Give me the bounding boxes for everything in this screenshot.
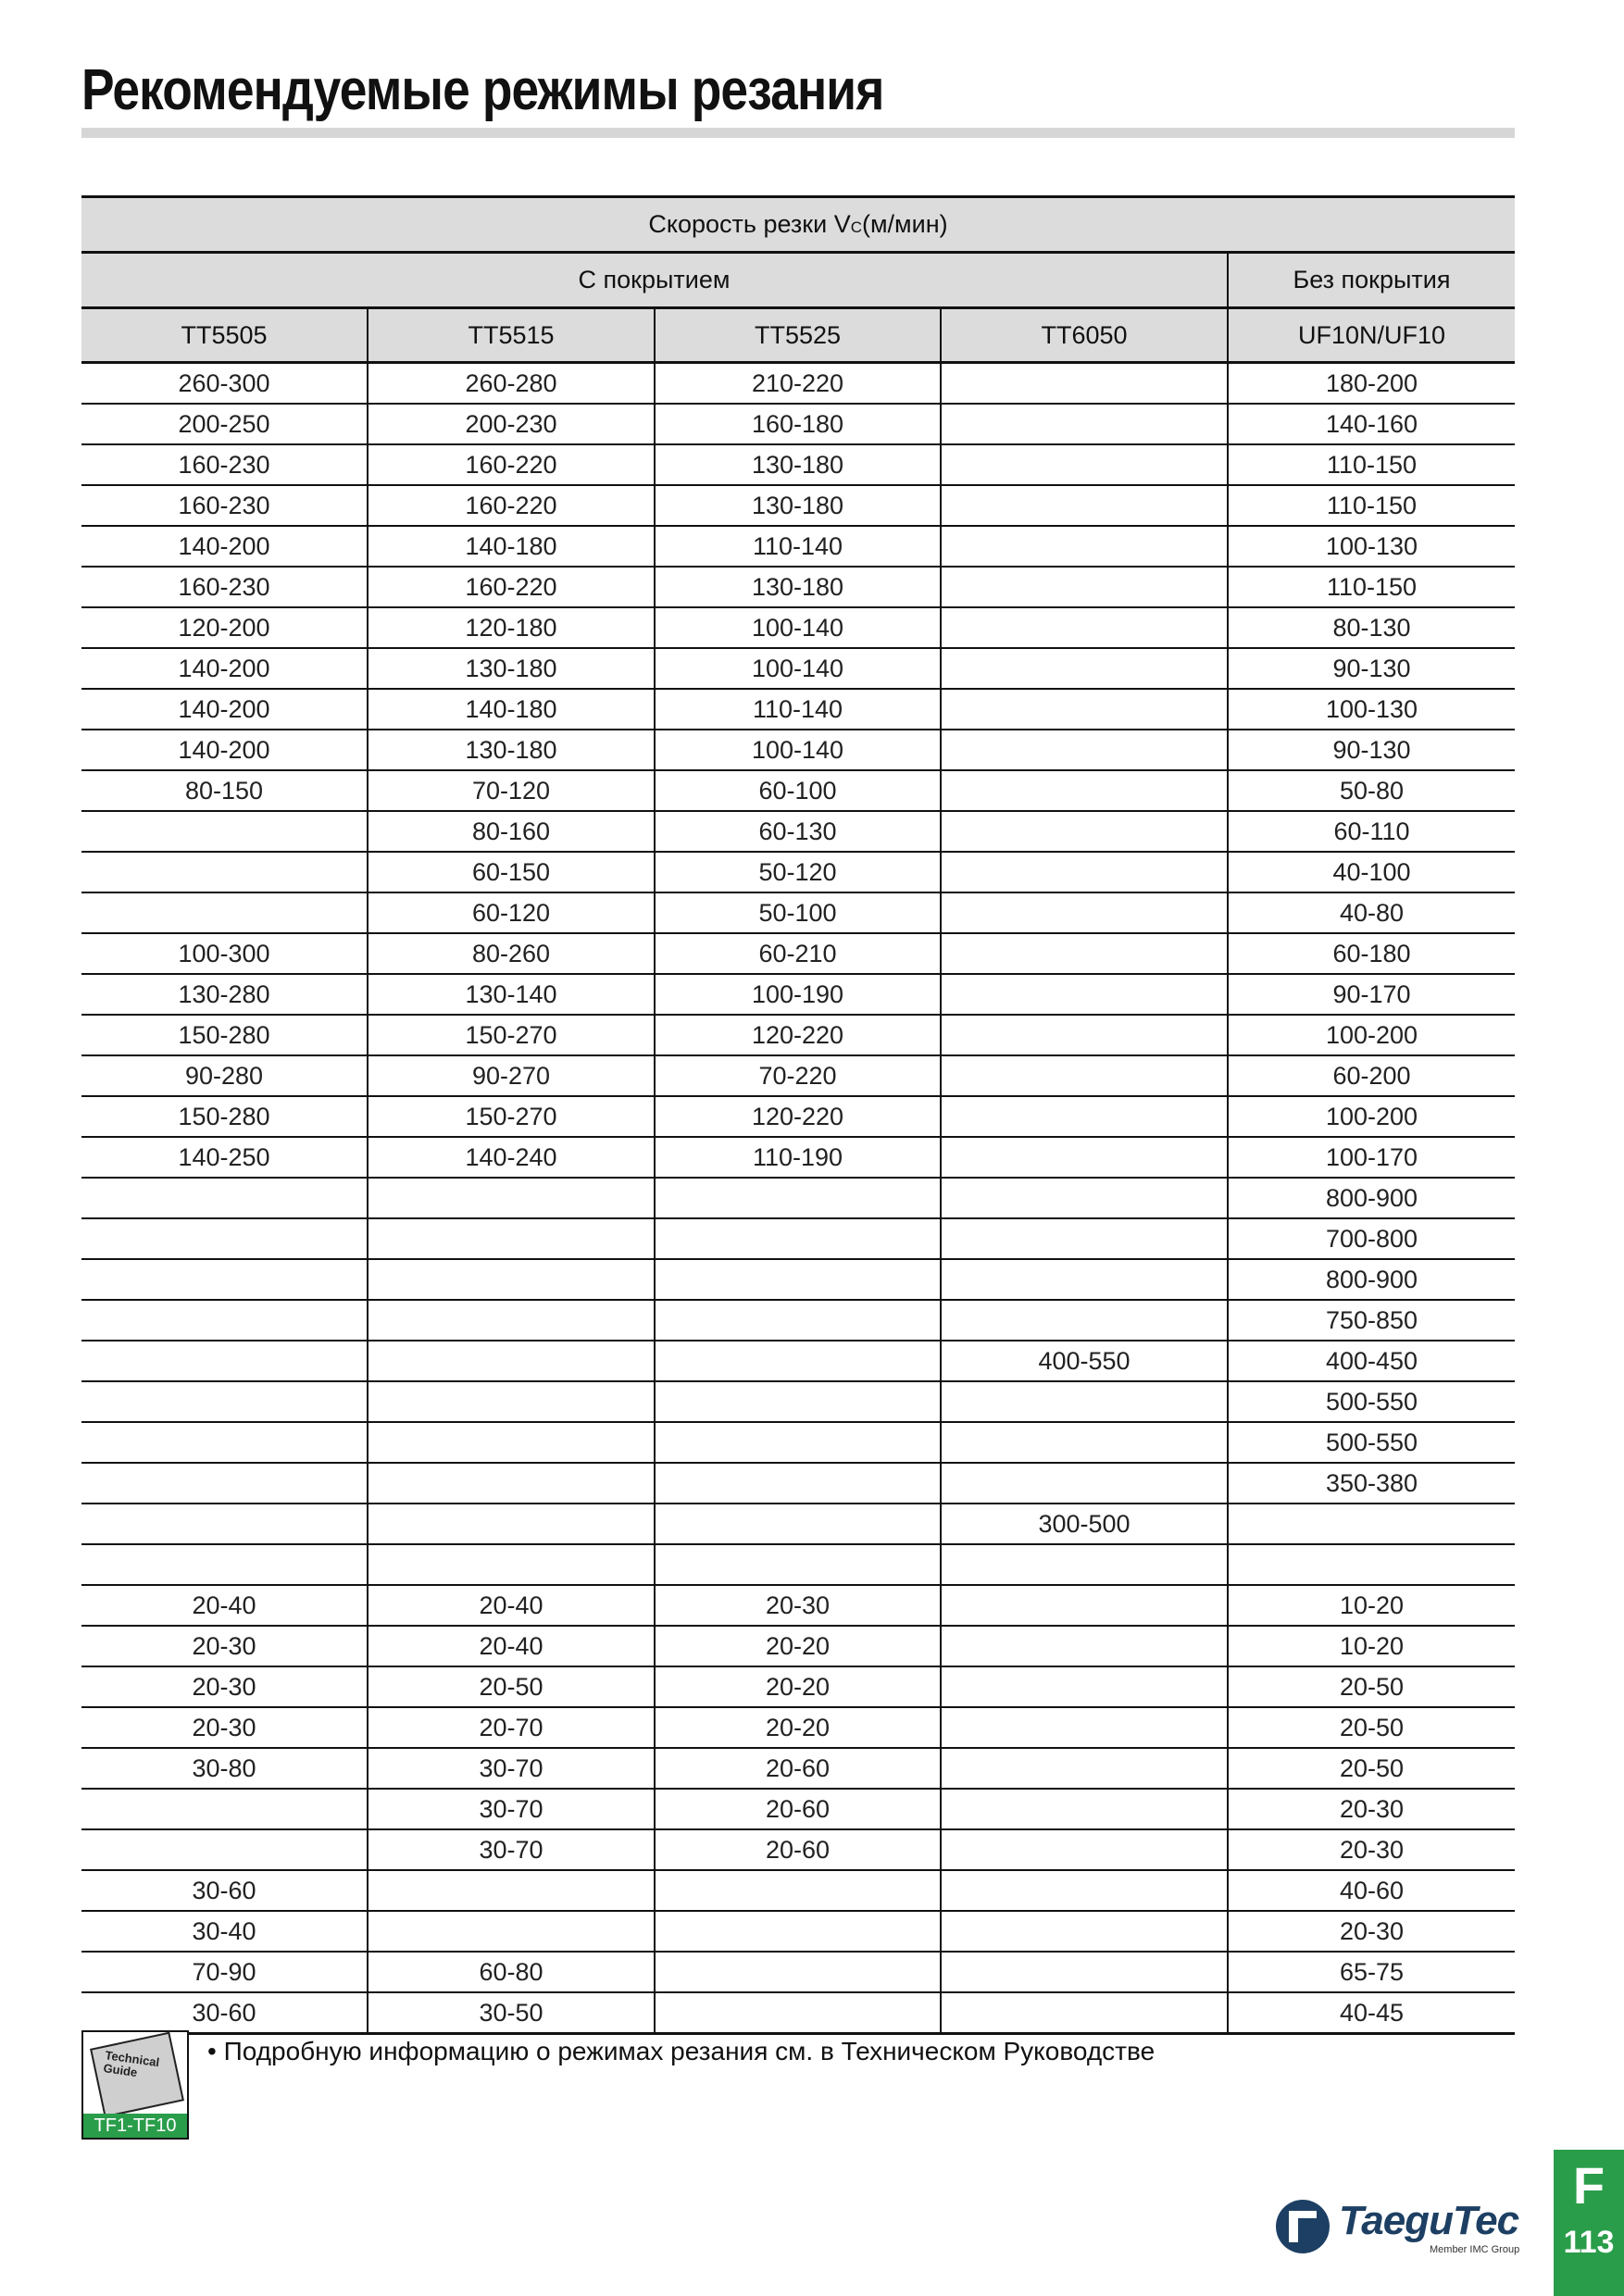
table-cell: 20-40 <box>368 1626 655 1666</box>
table-cell: 20-30 <box>1228 1789 1515 1829</box>
table-cell: 140-200 <box>81 648 368 689</box>
table-cell: 30-60 <box>81 1870 368 1911</box>
table-cell: 120-200 <box>81 607 368 648</box>
table-cell <box>368 1463 655 1504</box>
table-cell: 20-30 <box>655 1585 941 1626</box>
table-cell: 80-150 <box>81 770 368 811</box>
table-cell <box>941 933 1228 974</box>
table-cell: 60-180 <box>1228 933 1515 974</box>
table-cell: 30-70 <box>368 1748 655 1789</box>
table-cell <box>81 1544 368 1585</box>
table-row <box>81 1178 1515 1218</box>
logo-name: TaeguTec <box>1339 2198 1519 2243</box>
table-cell: 90-280 <box>81 1055 368 1096</box>
table-cell: 140-180 <box>368 689 655 730</box>
table-cell <box>941 363 1228 405</box>
table-cell: 110-150 <box>1228 444 1515 485</box>
header-main-unit: (м/мин) <box>862 210 948 238</box>
table-cell <box>655 1178 941 1218</box>
table-cell: 50-120 <box>655 852 941 892</box>
table-cell <box>655 1952 941 1992</box>
table-cell <box>941 1748 1228 1789</box>
table-row <box>81 1585 1515 1626</box>
table-cell <box>941 892 1228 933</box>
column-header: TT5515 <box>368 308 655 363</box>
book-cover-text: Technical Guide <box>102 2048 161 2080</box>
table-cell <box>941 1015 1228 1055</box>
table-row <box>81 404 1515 444</box>
table-cell: 110-190 <box>655 1137 941 1178</box>
header-group-uncoated: Без покрытия <box>1228 253 1515 308</box>
table-cell <box>941 811 1228 852</box>
table-cell: 100-190 <box>655 974 941 1015</box>
table-cell <box>941 852 1228 892</box>
table-row <box>81 892 1515 933</box>
table-cell: 100-130 <box>1228 689 1515 730</box>
table-cell <box>1228 1544 1515 1585</box>
table-cell: 150-280 <box>81 1015 368 1055</box>
table-cell <box>941 1096 1228 1137</box>
table-cell <box>81 1789 368 1829</box>
table-row <box>81 1504 1515 1544</box>
table-cell <box>81 1422 368 1463</box>
table-cell: 150-280 <box>81 1096 368 1137</box>
table-cell: 130-280 <box>81 974 368 1015</box>
table-cell: 60-130 <box>655 811 941 852</box>
table-cell: 140-200 <box>81 689 368 730</box>
table-cell: 60-150 <box>368 852 655 892</box>
table-cell <box>941 1544 1228 1585</box>
title-underline <box>81 128 1515 138</box>
table-cell: 120-180 <box>368 607 655 648</box>
book-icon <box>90 2032 184 2118</box>
table-cell: 30-70 <box>368 1829 655 1870</box>
table-cell <box>941 1381 1228 1422</box>
table-cell <box>941 1911 1228 1952</box>
page-tab <box>1554 2150 1624 2296</box>
table-cell: 130-180 <box>655 485 941 526</box>
guide-reference-tag: TF1-TF10 <box>83 2114 187 2138</box>
table-cell: 30-80 <box>81 1748 368 1789</box>
table-cell <box>655 1911 941 1952</box>
logo-mark-icon <box>1276 2200 1330 2253</box>
table-cell: 60-110 <box>1228 811 1515 852</box>
table-cell: 65-75 <box>1228 1952 1515 1992</box>
table-row <box>81 852 1515 892</box>
table-row <box>81 485 1515 526</box>
table-row <box>81 567 1515 607</box>
table-cell: 20-60 <box>655 1829 941 1870</box>
table-cell: 130-180 <box>655 567 941 607</box>
technical-guide-icon <box>81 2030 189 2140</box>
table-cell <box>941 1870 1228 1911</box>
table-cell: 750-850 <box>1228 1300 1515 1341</box>
table-cell: 20-30 <box>1228 1829 1515 1870</box>
table-cell <box>81 1504 368 1544</box>
table-cell: 160-220 <box>368 444 655 485</box>
table-cell <box>941 770 1228 811</box>
table-row <box>81 1300 1515 1341</box>
table-cell: 160-230 <box>81 567 368 607</box>
taegutec-logo <box>1276 2196 1518 2261</box>
table-cell: 110-150 <box>1228 567 1515 607</box>
section-letter: F <box>1572 2156 1605 2215</box>
table-cell: 30-60 <box>81 1992 368 2034</box>
table-cell: 20-50 <box>1228 1666 1515 1707</box>
table-cell: 60-210 <box>655 933 941 974</box>
table-cell: 80-160 <box>368 811 655 852</box>
table-row <box>81 1911 1515 1952</box>
table-cell <box>81 811 368 852</box>
logo-tagline: Member IMC Group <box>1430 2244 1520 2255</box>
table-cell: 70-220 <box>655 1055 941 1096</box>
table-cell: 120-220 <box>655 1096 941 1137</box>
table-cell <box>655 1504 941 1544</box>
table-cell: 20-40 <box>368 1585 655 1626</box>
table-cell: 110-140 <box>655 689 941 730</box>
table-cell: 100-200 <box>1228 1015 1515 1055</box>
table-cell <box>941 689 1228 730</box>
table-cell <box>81 1300 368 1341</box>
table-cell: 150-270 <box>368 1096 655 1137</box>
table-row <box>81 1626 1515 1666</box>
table-cell: 200-250 <box>81 404 368 444</box>
table-cell <box>941 526 1228 567</box>
table-cell: 160-180 <box>655 404 941 444</box>
table-row <box>81 1952 1515 1992</box>
table-cell: 140-180 <box>368 526 655 567</box>
table-cell: 20-30 <box>81 1626 368 1666</box>
table-cell: 10-20 <box>1228 1585 1515 1626</box>
table-cell <box>81 1178 368 1218</box>
table-cell: 20-40 <box>81 1585 368 1626</box>
table-cell <box>941 974 1228 1015</box>
table-cell <box>655 1341 941 1381</box>
table-cell: 20-50 <box>1228 1707 1515 1748</box>
table-cell <box>368 1341 655 1381</box>
table-row <box>81 1748 1515 1789</box>
table-cell: 30-40 <box>81 1911 368 1952</box>
table-cell <box>368 1178 655 1218</box>
cutting-speed-table <box>81 195 1515 2035</box>
table-cell <box>941 485 1228 526</box>
table-cell: 150-270 <box>368 1015 655 1055</box>
table-cell <box>941 730 1228 770</box>
table-cell: 20-60 <box>655 1789 941 1829</box>
table-row <box>81 1381 1515 1422</box>
table-cell: 70-90 <box>81 1952 368 1992</box>
table-cell <box>941 1585 1228 1626</box>
table-row <box>81 1463 1515 1504</box>
table-cell <box>368 1422 655 1463</box>
table-cell <box>81 892 368 933</box>
table-cell <box>368 1870 655 1911</box>
table-cell: 110-150 <box>1228 485 1515 526</box>
table-cell: 90-170 <box>1228 974 1515 1015</box>
table-cell: 100-140 <box>655 730 941 770</box>
table-row <box>81 1055 1515 1096</box>
table-cell: 800-900 <box>1228 1259 1515 1300</box>
header-group-coated: С покрытием <box>81 253 1228 308</box>
table-row <box>81 1666 1515 1707</box>
table-cell: 40-100 <box>1228 852 1515 892</box>
column-header: TT6050 <box>941 308 1228 363</box>
table-cell: 130-180 <box>655 444 941 485</box>
table-cell <box>655 1259 941 1300</box>
table-cell: 120-220 <box>655 1015 941 1055</box>
table-cell <box>368 1218 655 1259</box>
table-cell <box>81 1341 368 1381</box>
table-cell: 160-230 <box>81 485 368 526</box>
table-cell: 260-280 <box>368 363 655 405</box>
table-cell: 100-130 <box>1228 526 1515 567</box>
page-title: Рекомендуемые режимы резания <box>81 58 884 122</box>
table-row <box>81 1137 1515 1178</box>
column-header: TT5505 <box>81 308 368 363</box>
table-cell: 70-120 <box>368 770 655 811</box>
column-header: TT5525 <box>655 308 941 363</box>
table-row <box>81 730 1515 770</box>
table-cell <box>941 1422 1228 1463</box>
table-cell <box>368 1911 655 1952</box>
table-cell: 60-200 <box>1228 1055 1515 1096</box>
table-row <box>81 1422 1515 1463</box>
table-cell <box>941 1463 1228 1504</box>
table-row <box>81 1341 1515 1381</box>
table-cell: 180-200 <box>1228 363 1515 405</box>
table-cell: 130-180 <box>368 730 655 770</box>
table-cell: 20-50 <box>368 1666 655 1707</box>
table-cell: 140-240 <box>368 1137 655 1178</box>
table-cell: 40-60 <box>1228 1870 1515 1911</box>
table-row <box>81 607 1515 648</box>
table-cell <box>1228 1504 1515 1544</box>
table-row <box>81 444 1515 485</box>
table-cell: 210-220 <box>655 363 941 405</box>
table-row <box>81 1259 1515 1300</box>
table-cell <box>655 1870 941 1911</box>
table-cell <box>655 1218 941 1259</box>
table-row <box>81 526 1515 567</box>
table-cell <box>368 1300 655 1341</box>
table-body <box>81 363 1515 2034</box>
table-cell: 700-800 <box>1228 1218 1515 1259</box>
table-cell: 200-230 <box>368 404 655 444</box>
table-cell: 20-20 <box>655 1666 941 1707</box>
table-cell <box>368 1259 655 1300</box>
table-cell: 350-380 <box>1228 1463 1515 1504</box>
table-cell: 160-220 <box>368 567 655 607</box>
table-cell <box>655 1422 941 1463</box>
table-row <box>81 1789 1515 1829</box>
table-cell: 300-500 <box>941 1504 1228 1544</box>
table-cell: 160-220 <box>368 485 655 526</box>
table-cell <box>941 1137 1228 1178</box>
table-cell: 140-160 <box>1228 404 1515 444</box>
table-row <box>81 933 1515 974</box>
table-row <box>81 1015 1515 1055</box>
table-cell <box>941 1178 1228 1218</box>
table-cell <box>941 607 1228 648</box>
table-cell: 40-80 <box>1228 892 1515 933</box>
table-cell <box>941 1666 1228 1707</box>
table-cell: 160-230 <box>81 444 368 485</box>
table-cell: 100-140 <box>655 607 941 648</box>
table-cell <box>941 404 1228 444</box>
table-cell <box>368 1381 655 1422</box>
header-main-subscript: C <box>850 218 862 236</box>
table-cell <box>81 1381 368 1422</box>
table-cell <box>941 1829 1228 1870</box>
table-row <box>81 1992 1515 2034</box>
table-cell: 40-45 <box>1228 1992 1515 2034</box>
table-cell <box>81 1463 368 1504</box>
table-cell <box>941 1259 1228 1300</box>
table-cell <box>941 444 1228 485</box>
table-cell: 100-300 <box>81 933 368 974</box>
page-number: 113 <box>1563 2225 1615 2260</box>
table-cell: 140-200 <box>81 526 368 567</box>
table-cell: 500-550 <box>1228 1422 1515 1463</box>
table-cell: 500-550 <box>1228 1381 1515 1422</box>
table-cell: 20-70 <box>368 1707 655 1748</box>
table-cell: 90-270 <box>368 1055 655 1096</box>
table-cell: 800-900 <box>1228 1178 1515 1218</box>
table-cell: 400-450 <box>1228 1341 1515 1381</box>
table-cell <box>368 1504 655 1544</box>
table-cell: 400-550 <box>941 1341 1228 1381</box>
table-cell: 60-100 <box>655 770 941 811</box>
table-cell: 130-180 <box>368 648 655 689</box>
table-row <box>81 363 1515 405</box>
table-cell <box>655 1381 941 1422</box>
table-row <box>81 1829 1515 1870</box>
table-cell: 20-30 <box>1228 1911 1515 1952</box>
table-cell: 140-200 <box>81 730 368 770</box>
table-cell <box>941 1300 1228 1341</box>
table-cell <box>655 1463 941 1504</box>
table-cell: 80-130 <box>1228 607 1515 648</box>
table-row <box>81 689 1515 730</box>
table-cell: 20-60 <box>655 1748 941 1789</box>
table-cell <box>655 1992 941 2034</box>
table-cell: 20-30 <box>81 1707 368 1748</box>
table-cell <box>941 1055 1228 1096</box>
table-cell <box>655 1300 941 1341</box>
table-cell: 50-100 <box>655 892 941 933</box>
table-cell: 50-80 <box>1228 770 1515 811</box>
table-row <box>81 1707 1515 1748</box>
table-cell <box>368 1544 655 1585</box>
table-cell: 90-130 <box>1228 730 1515 770</box>
table-row <box>81 1218 1515 1259</box>
table-cell <box>81 852 368 892</box>
table-cell <box>941 648 1228 689</box>
table-cell: 30-70 <box>368 1789 655 1829</box>
table-cell <box>941 1218 1228 1259</box>
table-cell: 60-120 <box>368 892 655 933</box>
table-cell: 20-50 <box>1228 1748 1515 1789</box>
footnote: • Подробную информацию о режимах резания см. в Техническом Руководстве <box>207 2037 1156 2065</box>
table-cell: 100-170 <box>1228 1137 1515 1178</box>
header-cutting-speed <box>81 197 1515 253</box>
table-cell: 130-140 <box>368 974 655 1015</box>
table-cell <box>81 1218 368 1259</box>
table-row <box>81 770 1515 811</box>
table-cell: 30-50 <box>368 1992 655 2034</box>
table-cell <box>941 1952 1228 1992</box>
table-cell: 100-140 <box>655 648 941 689</box>
table-cell: 20-20 <box>655 1707 941 1748</box>
table-cell: 80-260 <box>368 933 655 974</box>
table-cell: 60-80 <box>368 1952 655 1992</box>
table-cell: 10-20 <box>1228 1626 1515 1666</box>
table-row <box>81 648 1515 689</box>
table-cell: 260-300 <box>81 363 368 405</box>
table-row <box>81 811 1515 852</box>
table-cell <box>941 1992 1228 2034</box>
table-cell <box>941 1707 1228 1748</box>
table-cell <box>941 567 1228 607</box>
table-cell <box>655 1544 941 1585</box>
table-row <box>81 1096 1515 1137</box>
table-cell: 20-20 <box>655 1626 941 1666</box>
table-cell <box>81 1259 368 1300</box>
table-row <box>81 1870 1515 1911</box>
column-header: UF10N/UF10 <box>1228 308 1515 363</box>
table-cell <box>941 1789 1228 1829</box>
table-row <box>81 974 1515 1015</box>
table-cell: 90-130 <box>1228 648 1515 689</box>
table-cell: 110-140 <box>655 526 941 567</box>
header-main-label: Скорость резки V <box>648 210 851 238</box>
table-cell <box>941 1626 1228 1666</box>
table-cell: 20-30 <box>81 1666 368 1707</box>
table-cell <box>81 1829 368 1870</box>
table-cell: 100-200 <box>1228 1096 1515 1137</box>
table-cell: 140-250 <box>81 1137 368 1178</box>
table-row <box>81 1544 1515 1585</box>
